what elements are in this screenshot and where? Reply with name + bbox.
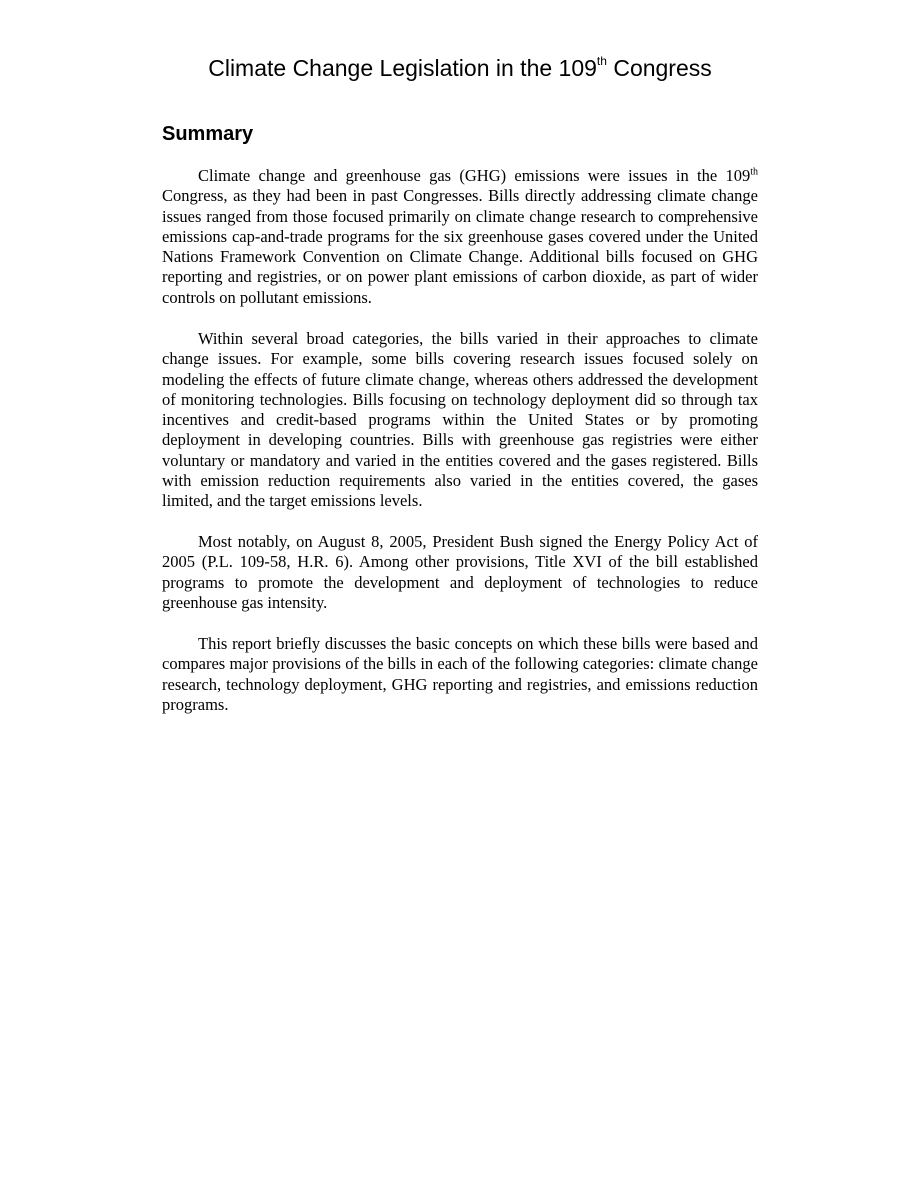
summary-paragraph-3: Most notably, on August 8, 2005, President Bush signed the Energy Policy Act of 2005 (P.L. 109-58, H.R. 6). Among other provisions, Title XVI of the bill established programs to promote the development and deployment of technologies to reduce greenhouse gas intensity.: [162, 532, 758, 612]
paragraph-1-superscript: th: [750, 166, 758, 178]
page-title-text: Climate Change Legislation in the 109: [208, 55, 597, 81]
summary-paragraph-4: This report briefly discusses the basic concepts on which these bills were based and compares major provisions of the bills in each of the following categories: climate change research, technology deployment, GHG reporting and registries, and emissions reduction programs.: [162, 634, 758, 714]
page-title-text-end: Congress: [606, 55, 712, 81]
section-heading-summary: Summary: [162, 123, 254, 145]
page-title: [0, 54, 920, 82]
summary-paragraph-2: Within several broad categories, the bills varied in their approaches to climate change issues. For example, some bills covering research issues focused solely on modeling the effects of future climate change, whereas others addressed the development of monitoring technologies. Bills focusing on technology deployment did so through tax incentives and credit-based programs within the United States or by promoting deployment in developing countries. Bills with greenhouse gas registries were either voluntary or mandatory and varied in the entities covered and the gases registered. Bills with emission reduction requirements also varied in the entities covered, the gases limited, and the target emissions levels.: [162, 329, 758, 511]
paragraph-1-text-end: Congress, as they had been in past Congresses. Bills directly addressing climate change issues ranged from those focused primarily on climate change research to comprehensive emissions cap-and-trade programs for the six greenhouse gases covered under the United Nations Framework Convention on Climate Change. Additional bills focused on GHG reporting and registries, or on power plant emissions of carbon dioxide, as part of wider controls on pollutant emissions.: [162, 186, 758, 307]
paragraph-1-text-start: Climate change and greenhouse gas (GHG) emissions were issues in the 109: [198, 166, 751, 185]
page-title-superscript: th: [596, 54, 607, 69]
summary-paragraph-1: [162, 166, 758, 308]
